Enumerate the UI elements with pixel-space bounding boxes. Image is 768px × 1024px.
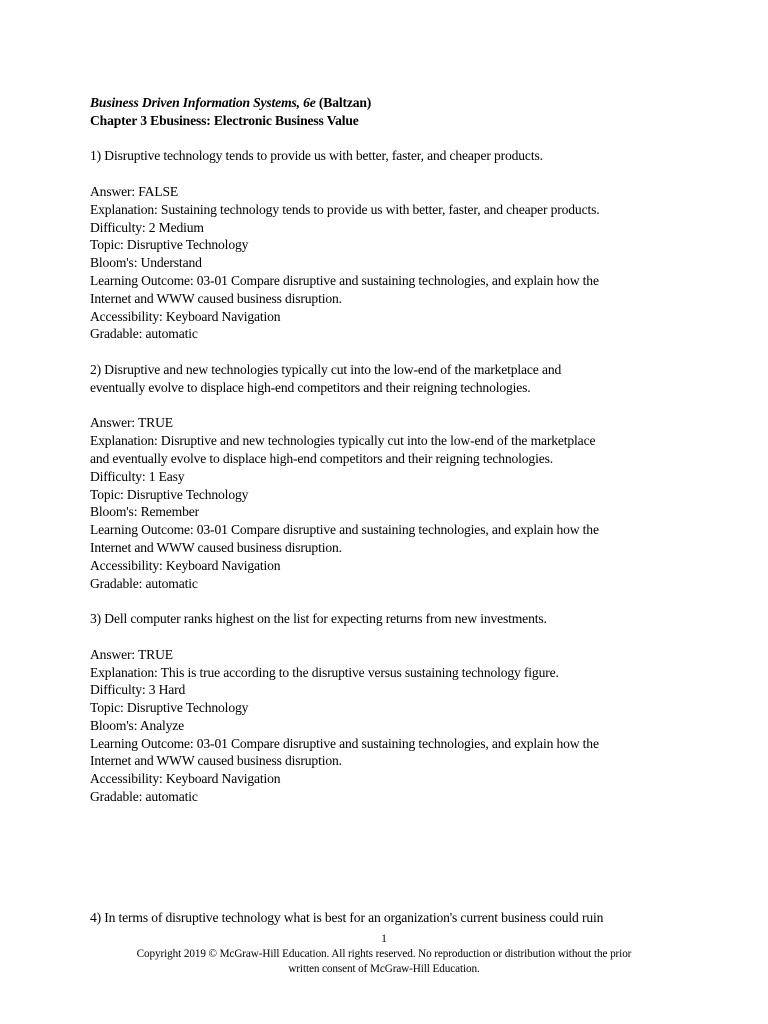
page-number: 1 [381,933,387,945]
learning-outcome: Learning Outcome: 03-01 Compare disruptive and sustaining technologies, and explain how the [90,522,599,538]
topic: Topic: Disruptive Technology [90,486,249,502]
learning-outcome: Learning Outcome: 03-01 Compare disruptive and sustaining technologies, and explain how the [90,735,599,751]
question-text: 2) Disruptive and new technologies typically cut into the low-end of the marketplace and [90,361,562,377]
topic: Topic: Disruptive Technology [90,237,249,253]
gradable: Gradable: automatic [90,326,198,342]
question-3 [90,610,690,806]
book-author: (Baltzan) [315,95,372,110]
explanation-cont: and eventually evolve to displace high-end competitors and their reigning technologies. [90,450,553,466]
difficulty: Difficulty: 2 Medium [90,219,204,235]
gradable: Gradable: automatic [90,789,198,805]
answer-block [90,414,690,592]
explanation: Explanation: This is true according to the disruptive versus sustaining technology figure. [90,664,559,680]
document-body [90,94,690,806]
book-title-line [90,94,690,112]
question-text: 3) Dell computer ranks highest on the list for expecting returns from new investments. [90,611,547,627]
blooms: Bloom's: Remember [90,504,200,520]
explanation: Explanation: Disruptive and new technologies typically cut into the low-end of the marketplace [90,433,596,449]
answer: Answer: TRUE [90,646,173,662]
accessibility: Accessibility: Keyboard Navigation [90,771,281,787]
difficulty: Difficulty: 1 Easy [90,468,185,484]
topic: Topic: Disruptive Technology [90,700,249,716]
learning-outcome-cont: Internet and WWW caused business disruption. [90,753,342,769]
gradable: Gradable: automatic [90,575,198,591]
copyright-line-2: written consent of McGraw-Hill Education. [288,963,480,975]
explanation: Explanation: Sustaining technology tends to provide us with better, faster, and cheaper products. [90,201,600,217]
document-header [90,94,690,130]
page-footer [0,932,768,977]
question-2 [90,361,690,592]
question-text: 1) Disruptive technology tends to provide us with better, faster, and cheaper products. [90,148,543,164]
copyright-line-1: Copyright 2019 © McGraw-Hill Education. All rights reserved. No reproduction or distribution without the prior [136,948,632,960]
blooms: Bloom's: Understand [90,255,202,271]
learning-outcome-cont: Internet and WWW caused business disruption. [90,290,342,306]
answer-block [90,646,690,806]
chapter-title: Chapter 3 Ebusiness: Electronic Business Value [90,112,359,128]
difficulty: Difficulty: 3 Hard [90,682,186,698]
question-text-cont: eventually evolve to displace high-end competitors and their reigning technologies. [90,379,531,395]
accessibility: Accessibility: Keyboard Navigation [90,557,281,573]
question-4-text: 4) In terms of disruptive technology what is best for an organization's current business could ruin [90,910,604,925]
book-title: Business Driven Information Systems, 6e [90,95,316,110]
answer: Answer: TRUE [90,415,173,431]
answer: Answer: FALSE [90,183,179,199]
learning-outcome-cont: Internet and WWW caused business disruption. [90,539,342,555]
learning-outcome: Learning Outcome: 03-01 Compare disruptive and sustaining technologies, and explain how the [90,272,599,288]
answer-block [90,183,690,343]
accessibility: Accessibility: Keyboard Navigation [90,308,281,324]
question-1 [90,147,690,343]
blooms: Bloom's: Analyze [90,717,185,733]
